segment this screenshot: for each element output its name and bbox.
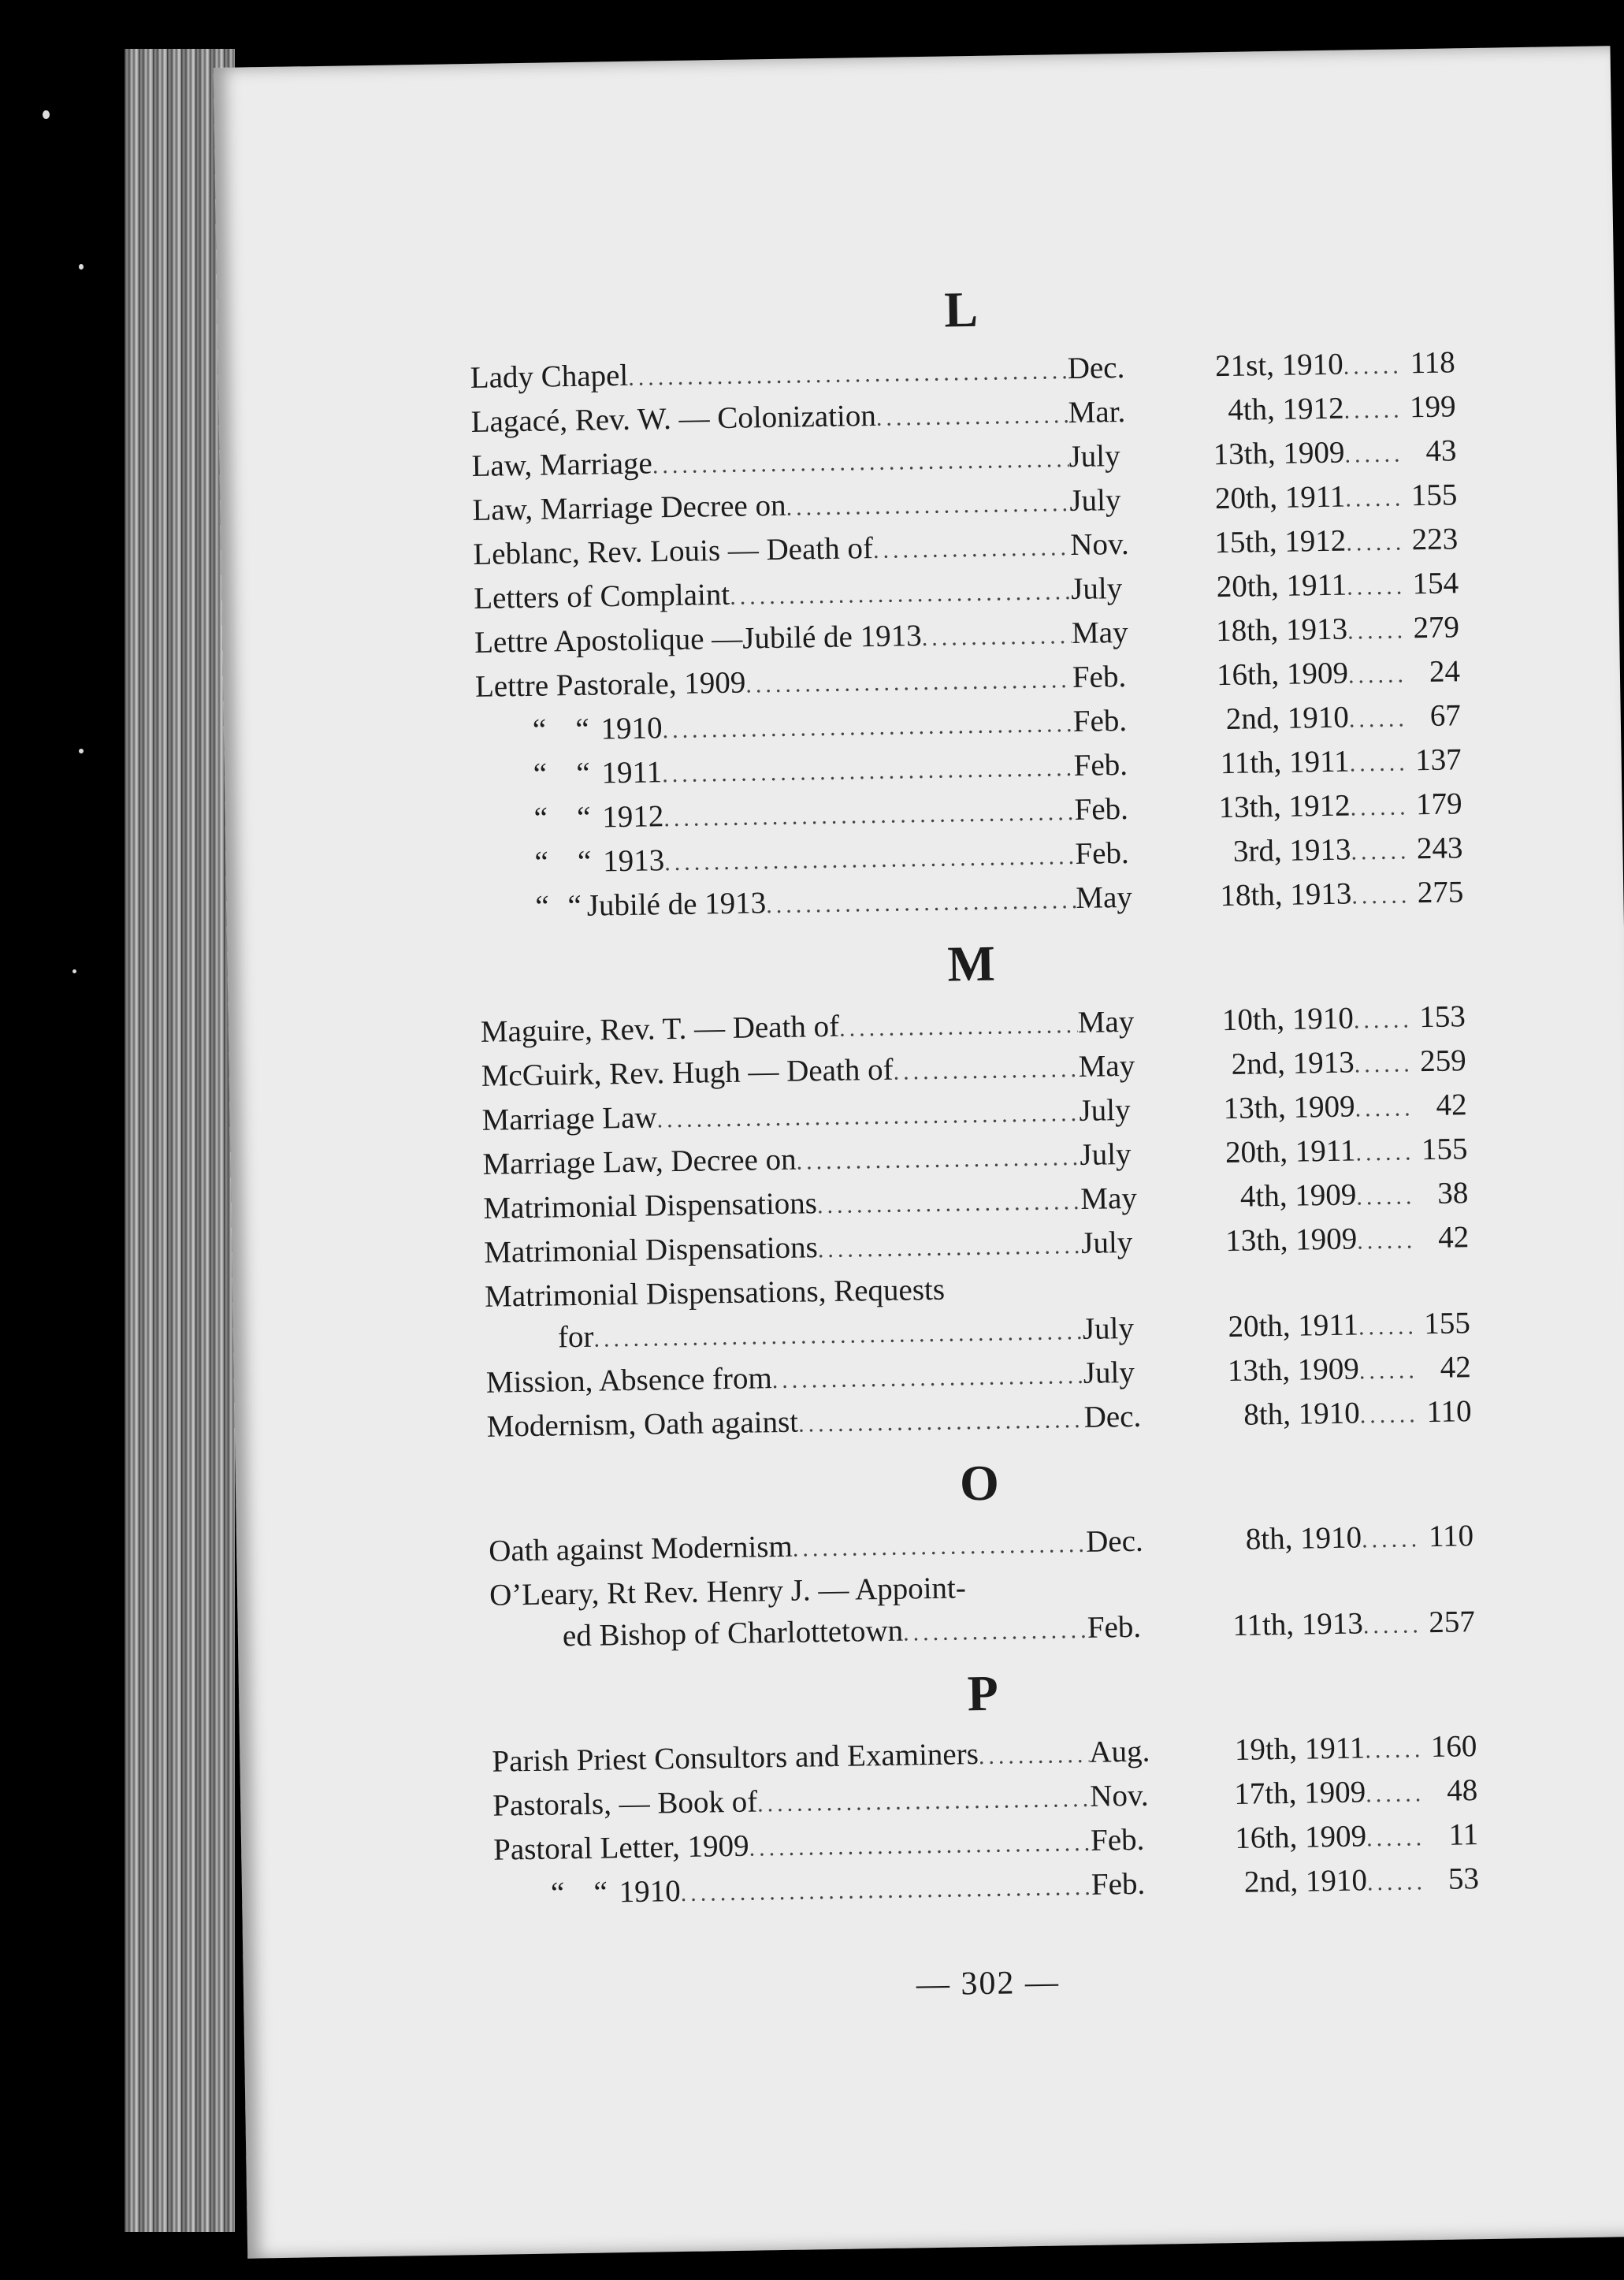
entry-page-number: 155 [1421,1132,1468,1167]
ditto-mark: “ [533,801,548,835]
ditto-mark: “ [593,1875,608,1910]
dot-leader [1351,830,1408,872]
entry-month: Mar. [1068,394,1126,430]
book-page [214,46,1624,2259]
dot-leader [1349,742,1407,784]
entry-title: Letters of Complaint [473,577,730,616]
dot-leader [875,394,1068,439]
entry-page-number: 257 [1428,1605,1476,1640]
entry-page-number: 42 [1436,1088,1467,1122]
entry-date: 3rd, 1913 [1232,832,1351,868]
entry-title: Lagacé, Rev. W. — Colonization [470,398,877,439]
entry-page-number: 53 [1447,1862,1480,1896]
dot-leader [921,615,1072,659]
entry-date: 4th, 1909 [1239,1177,1357,1214]
dot-leader [1343,389,1401,431]
dot-leader [771,1355,1083,1401]
dot-leader [1358,1305,1416,1348]
dot-leader [1354,1043,1411,1085]
dot-leader [1358,1349,1416,1392]
entry-date: 10th, 1910 [1221,1001,1355,1038]
entry-month: May [1080,1181,1138,1216]
entry-title: 1913 [602,843,665,879]
entry-page-number: 243 [1416,831,1463,866]
ditto-mark: “ [550,1876,565,1910]
entry-month: July [1068,439,1120,474]
entry-title: Lady Chapel [470,358,629,395]
dot-leader [652,438,1069,486]
ditto-mark: “ [576,756,591,790]
dot-leader [1350,786,1407,828]
entry-month: Feb. [1074,791,1129,828]
entry-page-number: 38 [1436,1176,1469,1211]
entry-month: July [1082,1311,1135,1346]
entry-month: July [1080,1225,1133,1260]
dot-leader [798,1399,1084,1445]
entry-month: July [1079,1092,1131,1128]
dot-leader [903,1609,1088,1654]
entry-date: 16th, 1909 [1234,1819,1367,1855]
entry-month: Nov. [1089,1778,1149,1813]
entry-page-number: 137 [1414,742,1462,778]
dot-leader [1345,477,1403,519]
dot-leader [1367,1861,1425,1903]
entry-title: Lettre Apostolique —Jubilé de 1913 [474,619,922,660]
entry-page-number: 275 [1417,875,1464,910]
dot-leader [749,1822,1091,1869]
dot-leader [663,791,1075,839]
entry-title: Pastorals, — Book of [492,1784,758,1823]
entry-page-number: 118 [1410,345,1456,381]
dot-leader [1347,565,1404,608]
entry-title: 1910 [600,711,663,746]
entry-page-number: 43 [1425,433,1457,468]
entry-title: Matrimonial Dispensations [483,1230,819,1270]
entry-month: May [1077,1004,1135,1040]
entry-page-number: 259 [1419,1043,1466,1079]
entry-page-number: 223 [1411,522,1459,557]
section-letter: M [946,935,998,992]
entry-month: May [1071,615,1128,651]
entry-month: Feb. [1073,747,1128,783]
ditto-mark: “ [567,888,582,924]
dot-leader [792,1523,1086,1570]
index-entry-first-line: Matrimonial Dispensations, Requests [484,1272,946,1314]
entry-title: Leblanc, Rev. Louis — Death of [473,530,874,571]
speck [72,969,76,973]
entry-title-cell [494,1864,1092,1917]
entry-page-number: 11 [1448,1817,1479,1852]
entry-date: 18th, 1913 [1215,612,1348,649]
entry-title: Marriage Law [481,1100,657,1137]
section-letter: L [943,281,980,338]
entry-date: 21st, 1910 [1214,347,1344,384]
entry-month: Feb. [1087,1609,1142,1645]
entry-month: May [1075,880,1133,915]
entry-date: 8th, 1910 [1243,1396,1360,1432]
ditto-mark: “ [532,712,547,747]
entry-month: July [1083,1355,1135,1390]
dot-leader [1366,1772,1423,1815]
entry-date: 20th, 1911 [1228,1307,1359,1345]
dot-leader [1348,697,1406,740]
dot-leader [656,1092,1080,1140]
dot-leader [796,1136,1080,1183]
section-letter: O [959,1454,1002,1512]
entry-title: 1912 [601,799,664,835]
speck [43,110,50,119]
entry-date: 2nd, 1913 [1231,1045,1355,1081]
entry-page-number: 155 [1410,478,1458,513]
entry-month: Dec. [1085,1523,1144,1559]
dot-leader [978,1734,1089,1777]
entry-title-cell [490,1607,1088,1661]
dot-leader [593,1311,1083,1360]
entry-title-cell [489,1521,1087,1575]
entry-title-cell [478,877,1076,931]
entry-page-number: 110 [1428,1519,1474,1554]
index-content [469,277,1481,2010]
entry-title: Oath against Modernism [488,1529,793,1568]
entry-title: Law, Marriage Decree on [472,488,786,527]
entry-title: Maguire, Rev. T. — Death of [480,1009,840,1049]
entry-month: Dec. [1083,1399,1142,1434]
ditto-mark: “ [533,757,548,791]
dot-leader [1351,874,1409,917]
entry-title-cell [486,1397,1084,1450]
dot-leader [893,1048,1079,1093]
dot-leader [1348,653,1406,696]
entry-page-number: 24 [1429,654,1461,689]
entry-title: Law, Marriage [471,446,653,483]
entry-page-number: 179 [1415,787,1462,822]
entry-month: July [1070,571,1123,607]
dot-leader [817,1225,1081,1270]
entry-date: 17th, 1909 [1234,1775,1366,1811]
entry-month: Dec. [1067,350,1125,386]
ditto-mark: “ [535,889,550,924]
entry-date: 11th, 1911 [1220,744,1350,781]
entry-title: McGuirk, Rev. Hugh — Death of [481,1052,894,1093]
dot-leader [1362,1604,1420,1646]
entry-date: 13th, 1912 [1218,788,1351,825]
entry-month: Feb. [1090,1822,1145,1858]
page-number-footer: — 302 — [916,1964,1061,2003]
dot-leader [1355,1131,1413,1173]
entry-date: 18th, 1913 [1220,876,1352,913]
entry-date: 2nd, 1910 [1243,1863,1368,1899]
entry-date: 13th, 1909 [1227,1352,1360,1389]
dot-leader [1343,344,1400,387]
entry-title: Mission, Absence from [485,1361,773,1400]
dot-leader [1353,999,1410,1041]
entry-date: 16th, 1909 [1216,656,1349,693]
entry-date: 20th, 1911 [1214,479,1346,516]
dot-leader [1359,1393,1417,1436]
dot-leader [1365,1728,1422,1771]
entry-title: Marriage Law, Decree on [482,1142,797,1181]
entry-date: 8th, 1910 [1245,1520,1362,1557]
entry-date: 11th, 1913 [1232,1606,1364,1642]
dot-leader [680,1866,1091,1914]
index-entry-first-line: O’Leary, Rt Rev. Henry J. — Appoint- [489,1571,967,1612]
entry-title: for [557,1319,594,1355]
entry-title: 1910 [619,1874,682,1910]
dot-leader [766,880,1076,926]
entry-title-cell [484,1222,1082,1276]
entry-date: 2nd, 1910 [1225,700,1350,736]
dot-leader [757,1778,1091,1825]
entry-page-number: 153 [1418,999,1466,1035]
entry-date: 13th, 1909 [1213,435,1345,472]
entry-date: 20th, 1911 [1216,567,1347,604]
entry-month: May [1078,1048,1135,1084]
entry-page-number: 42 [1437,1220,1470,1255]
dot-leader [662,747,1074,795]
entry-month: July [1080,1136,1132,1172]
entry-month: July [1069,483,1121,519]
entry-month: Feb. [1072,703,1128,739]
dot-leader [1346,521,1403,563]
entry-month: Feb. [1072,659,1127,695]
entry-page-number: 48 [1446,1773,1478,1808]
dot-leader [628,350,1068,399]
speck [79,749,84,753]
entry-month: Feb. [1075,835,1130,872]
entry-date: 15th, 1912 [1214,523,1347,560]
dot-leader [1355,1087,1412,1129]
entry-title: Parish Priest Consultors and Examiners [492,1737,979,1779]
entry-date: 19th, 1911 [1234,1731,1366,1767]
entry-title: ed Bishop of Charlottetown [562,1613,904,1653]
entry-page-number: 110 [1426,1394,1472,1430]
entry-month: Feb. [1091,1866,1146,1902]
dot-leader [662,703,1073,751]
entry-page-number: 160 [1430,1729,1477,1765]
entry-page-number: 154 [1412,566,1459,601]
dot-leader [664,835,1076,883]
dot-leader [1347,609,1405,652]
entry-title: 1911 [601,755,663,790]
entry-date: 20th, 1911 [1225,1133,1356,1170]
dot-leader [786,482,1070,529]
dot-leader [1366,1817,1424,1859]
dot-leader [1357,1219,1414,1262]
entry-page-number: 67 [1429,698,1462,733]
entry-page-number: 279 [1413,610,1460,645]
dot-leader [730,571,1072,618]
ditto-mark: “ [534,845,549,880]
entry-page-number: 42 [1440,1350,1472,1385]
entry-title: Pastoral Letter, 1909 [492,1828,749,1867]
dot-leader [745,659,1072,706]
entry-title: Lettre Pastorale, 1909 [474,665,746,704]
ditto-mark: “ [577,844,592,879]
dot-leader [1344,433,1402,475]
entry-title: Modernism, Oath against [486,1404,799,1444]
entry-month: Nov. [1069,526,1130,563]
ditto-mark: “ [576,800,591,835]
section-letter: P [967,1664,1001,1722]
dot-leader [1362,1518,1419,1560]
dot-leader [839,1004,1079,1050]
dot-leader [817,1181,1081,1226]
speck [79,264,84,270]
entry-title: Matrimonial Dispensations [483,1186,818,1226]
entry-title: Jubilé de 1913 [586,886,767,923]
entry-month: Aug. [1089,1734,1150,1769]
entry-date: 13th, 1909 [1225,1222,1358,1259]
entry-page-number: 155 [1424,1306,1471,1341]
dot-leader [873,526,1071,571]
ditto-mark: “ [575,712,590,746]
entry-page-number: 199 [1409,389,1456,425]
dot-leader [1356,1175,1414,1218]
entry-date: 13th, 1909 [1223,1089,1355,1126]
entry-date: 4th, 1912 [1227,391,1344,427]
